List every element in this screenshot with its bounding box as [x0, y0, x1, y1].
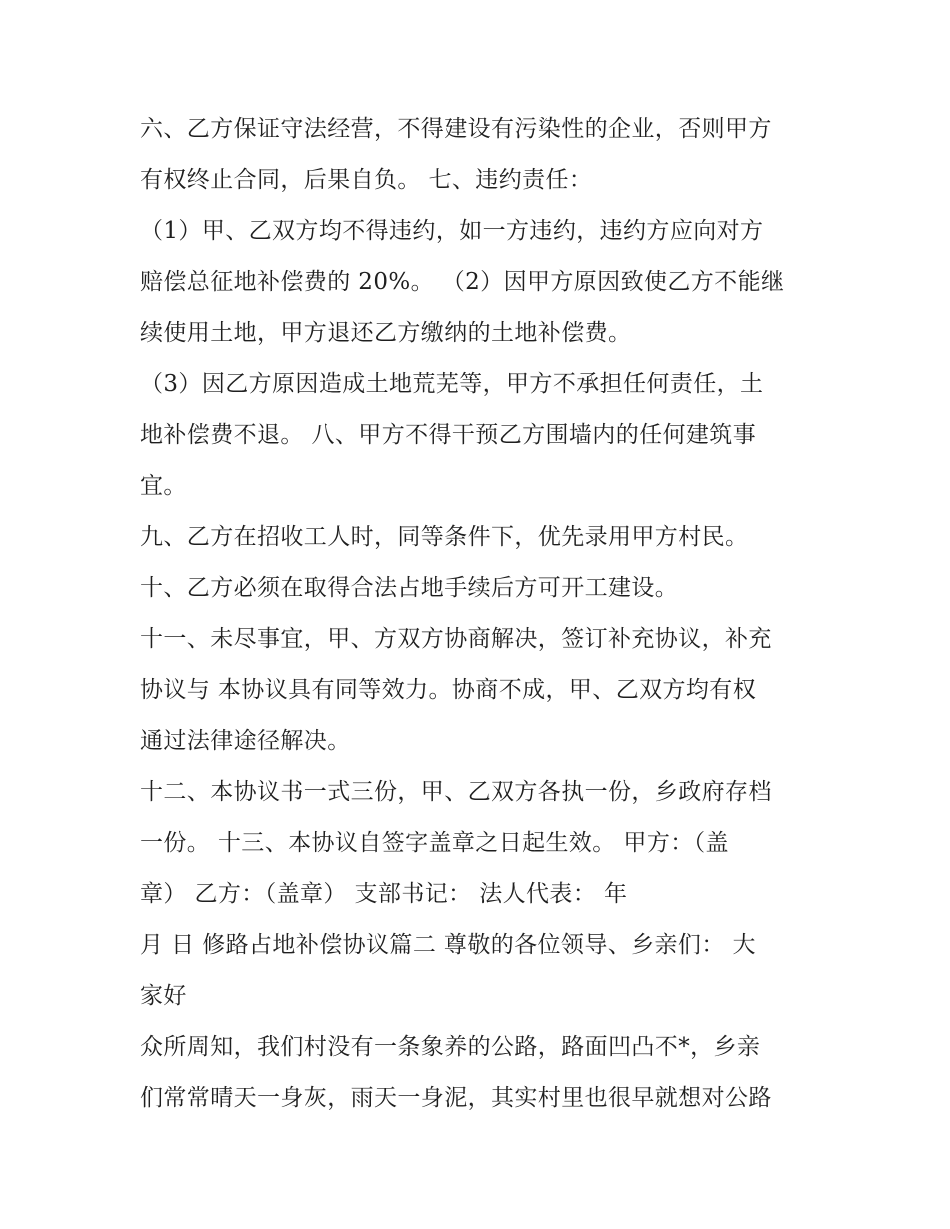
text-line: 一份。 十三、本协议自签字盖章之日起生效。 甲方：（盖: [140, 830, 729, 856]
text-line: 十二、本协议书一式三份，甲、乙双方各执一份，乡政府存档: [140, 779, 772, 805]
text-line: （3）因乙方原因造成土地荒芜等，甲方不承担任何责任，土: [140, 371, 764, 397]
text-line: 赔偿总征地补偿费的 20%。 （2）因甲方原因致使乙方不能继: [140, 269, 785, 295]
text-line: 续使用土地，甲方退还乙方缴纳的土地补偿费。: [140, 320, 632, 346]
text-line: 家好: [140, 983, 187, 1009]
text-line: 们常常晴天一身灰，雨天一身泥，其实村里也很早就想对公路: [140, 1085, 772, 1111]
document-body: [140, 104, 820, 1124]
text-line: 九、乙方在招收工人时，同等条件下，优先录用甲方村民。: [140, 524, 749, 550]
text-line: 有权终止合同，后果自负。 七、违约责任：: [140, 167, 593, 193]
text-line: 六、乙方保证守法经营，不得建设有污染性的企业，否则甲方: [140, 116, 772, 142]
text-line: 章） 乙方：（盖章） 支部书记： 法人代表： 年: [140, 881, 628, 907]
text-line: 地补偿费不退。 八、甲方不得干预乙方围墙内的任何建筑事: [140, 422, 757, 448]
text-line: 协议与 本协议具有同等效力。协商不成，甲、乙双方均有权: [140, 677, 757, 703]
text-line: 十一、未尽事宜，甲、方双方协商解决，签订补充协议，补充: [140, 626, 772, 652]
text-line: （1）甲、乙双方均不得违约，如一方违约，违约方应向对方: [140, 218, 764, 244]
text-line: 月 日 修路占地补偿协议篇二 尊敬的各位领导、乡亲们： 大: [140, 932, 756, 958]
text-line: 通过法律途径解决。: [140, 728, 351, 754]
text-line: 众所周知，我们村没有一条象养的公路，路面凹凸不*，乡亲: [140, 1034, 761, 1060]
text-line: 十、乙方必须在取得合法占地手续后方可开工建设。: [140, 575, 679, 601]
text-line: 宜。: [140, 473, 187, 499]
